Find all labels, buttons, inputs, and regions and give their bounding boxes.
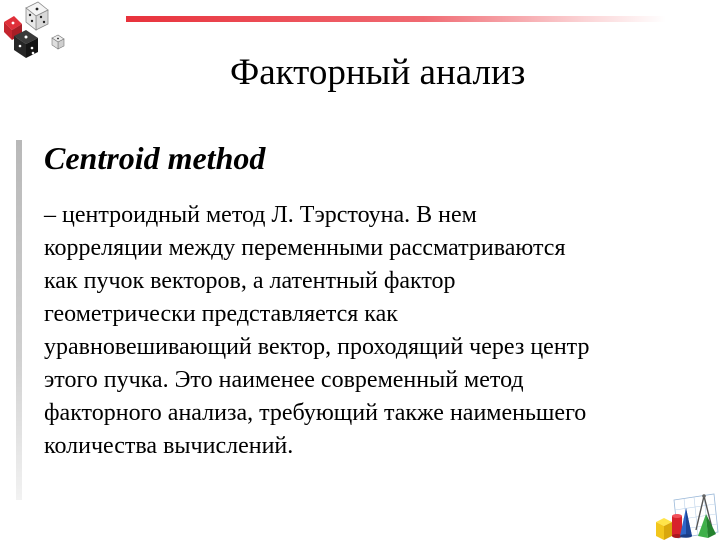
dice-icon	[2, 0, 72, 62]
body-line: геометрически представляется как	[44, 301, 398, 327]
white-die	[26, 2, 48, 30]
body-paragraph	[44, 199, 714, 463]
black-die	[14, 30, 38, 58]
body-line: количества вычислений.	[44, 433, 294, 459]
body-line: этого пучка. Это наименее современный метод	[44, 367, 524, 393]
body-line: – центроидный метод Л. Тэрстоуна. В нем	[44, 202, 477, 228]
yellow-cube	[656, 518, 672, 540]
slide-title: Факторный анализ	[230, 52, 526, 93]
left-accent-rule	[16, 140, 22, 500]
body-line: корреляции между переменными рассматриваются	[44, 235, 566, 261]
body-line: как пучок векторов, а латентный фактор	[44, 268, 456, 294]
title-accent-rule	[126, 16, 666, 22]
small-die	[52, 35, 64, 49]
geometric-shapes-icon	[652, 492, 720, 540]
method-heading: Centroid method	[44, 140, 266, 176]
body-line: факторного анализа, требующий также наименьшего	[44, 400, 587, 426]
body-line: уравновешивающий вектор, проходящий через центр	[44, 334, 590, 360]
